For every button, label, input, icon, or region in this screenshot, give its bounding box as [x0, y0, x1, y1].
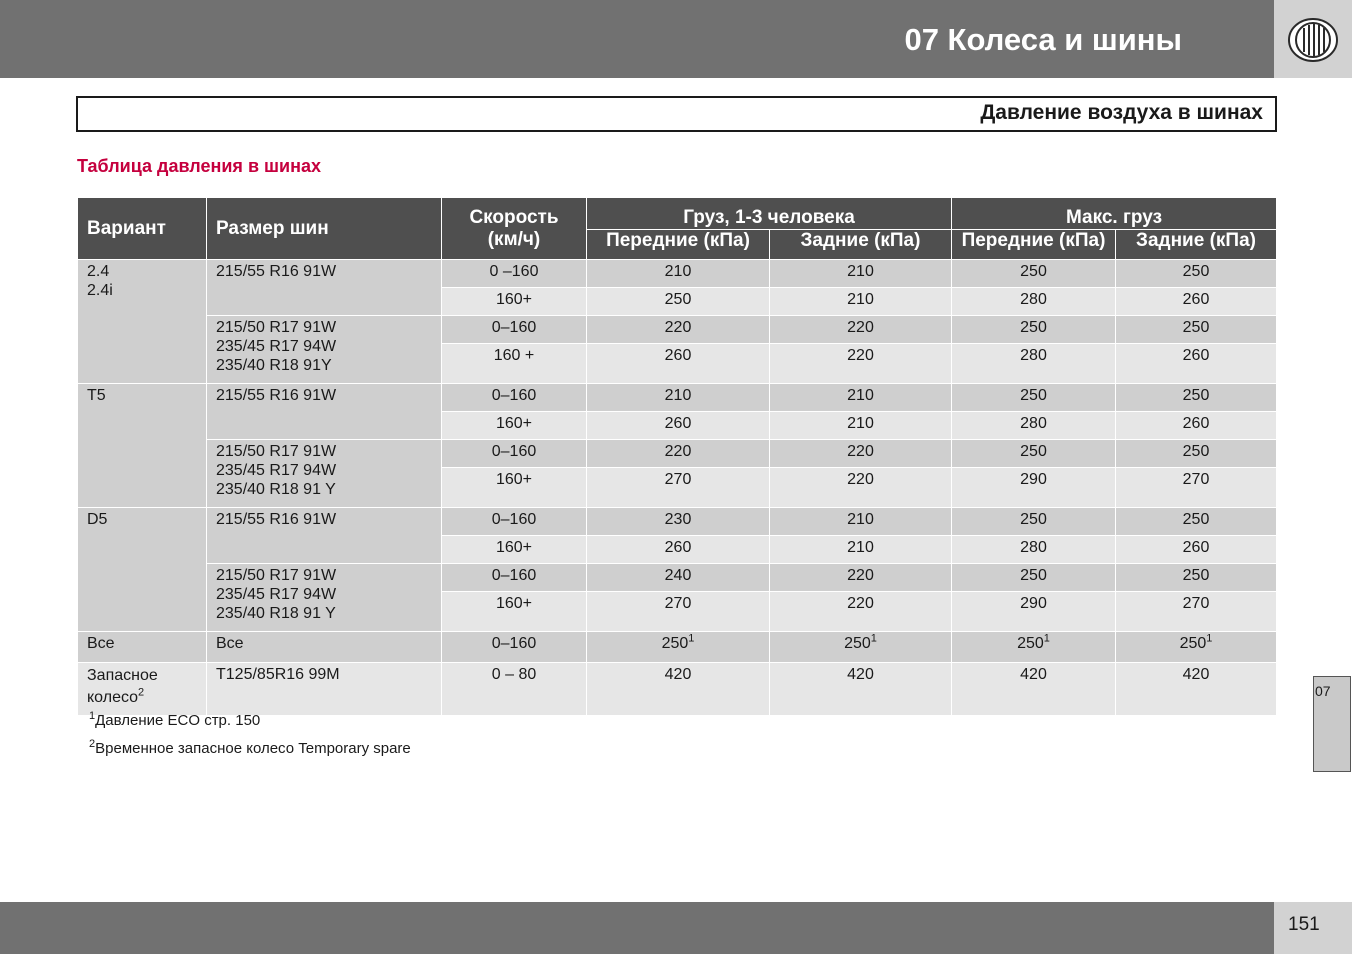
- pressure-cell: 220: [770, 564, 952, 592]
- pressure-cell: 210: [770, 536, 952, 564]
- footnote-text: Временное запасное колесо Temporary spare: [95, 740, 411, 757]
- footnote: [89, 740, 411, 757]
- pressure-cell: 220: [587, 440, 770, 468]
- tire-size-cell: [207, 316, 442, 384]
- pressure-cell: 210: [587, 384, 770, 412]
- footnotes: [89, 712, 411, 768]
- variant-cell: [78, 260, 207, 384]
- pressure-cell: 210: [770, 384, 952, 412]
- pressure-cell: 420: [952, 663, 1116, 716]
- pressure-cell: 290: [952, 592, 1116, 632]
- pressure-cell: 250: [1116, 440, 1277, 468]
- tire-size-label: 215/55 R16 91W: [216, 511, 337, 528]
- table-row: [78, 316, 1277, 344]
- pressure-cell: 270: [587, 592, 770, 632]
- tire-size-cell: [207, 564, 442, 632]
- header-front: Передние (кПа): [952, 230, 1116, 260]
- header-speed-line1: Скорость: [469, 206, 559, 228]
- pressure-cell: 250: [952, 508, 1116, 536]
- pressure-cell: 210: [770, 508, 952, 536]
- variant-label: [87, 687, 197, 709]
- footer-bar: [0, 902, 1274, 954]
- pressure-cell: 260: [587, 536, 770, 564]
- variant-cell: [78, 508, 207, 632]
- pressure-cell: 420: [770, 663, 952, 716]
- pressure-cell: 280: [952, 344, 1116, 384]
- pressure-cell: 250: [952, 316, 1116, 344]
- pressure-cell: [770, 632, 952, 663]
- table-heading: Таблица давления в шинах: [77, 156, 321, 176]
- pressure-cell: 260: [587, 412, 770, 440]
- speed-cell: 0–160: [442, 508, 587, 536]
- tire-size-cell: [207, 384, 442, 440]
- tire-size-label: 235/40 R18 91 Y: [216, 605, 336, 622]
- tire-size-label: 215/50 R17 91W: [216, 319, 337, 336]
- speed-cell: 0–160: [442, 384, 587, 412]
- pressure-cell: 210: [770, 412, 952, 440]
- footnote-mark: 2: [89, 738, 96, 750]
- tire-size-cell: Все: [207, 632, 442, 663]
- chapter-side-tab[interactable]: [1313, 676, 1351, 772]
- pressure-cell: 250: [952, 440, 1116, 468]
- pressure-cell: 250: [587, 288, 770, 316]
- speed-cell: 0 – 80: [442, 663, 587, 716]
- footnote-text: Давление ECO стр. 150: [95, 712, 261, 729]
- header-rear: Задние (кПа): [1116, 230, 1277, 260]
- header-rear: Задние (кПа): [770, 230, 952, 260]
- pressure-cell: 280: [952, 412, 1116, 440]
- pressure-cell: 210: [770, 288, 952, 316]
- pressure-cell: 220: [770, 592, 952, 632]
- variant-cell: Все: [78, 632, 207, 663]
- footnote-mark: 1: [89, 710, 96, 722]
- tire-size-cell: T125/85R16 99M: [207, 663, 442, 716]
- tire-size-cell: [207, 260, 442, 316]
- pressure-cell: 250: [1116, 384, 1277, 412]
- speed-cell: 0–160: [442, 440, 587, 468]
- table-row: [78, 260, 1277, 288]
- tire-size-label: 215/55 R16 91W: [216, 387, 337, 404]
- pressure-cell: 220: [770, 440, 952, 468]
- pressure-cell: 270: [1116, 592, 1277, 632]
- pressure-cell: 220: [587, 316, 770, 344]
- speed-cell: 160+: [442, 468, 587, 508]
- speed-cell: 160+: [442, 288, 587, 316]
- pressure-cell: 280: [952, 288, 1116, 316]
- pressure-cell: 230: [587, 508, 770, 536]
- pressure-cell: 260: [1116, 536, 1277, 564]
- pressure-cell: 260: [1116, 344, 1277, 384]
- table-row: [78, 564, 1277, 592]
- tire-size-label: 235/45 R17 94W: [216, 462, 337, 479]
- table-row: [78, 508, 1277, 536]
- tire-size-label: 215/55 R16 91W: [216, 263, 337, 280]
- footnote: [89, 712, 411, 729]
- variant-label: Запасное: [87, 667, 158, 684]
- pressure-cell: 250: [1116, 564, 1277, 592]
- tire-size-cell: [207, 508, 442, 564]
- footnote-mark: 1: [870, 632, 877, 645]
- section-header: [76, 96, 1277, 132]
- section-title: Давление воздуха в шинах: [980, 101, 1263, 124]
- pressure-cell: 420: [587, 663, 770, 716]
- pressure-cell: 240: [587, 564, 770, 592]
- pressure-value: 250: [1179, 635, 1207, 652]
- header-speed: [442, 198, 587, 260]
- pressure-cell: 260: [587, 344, 770, 384]
- chapter-icon-box: [1274, 0, 1352, 78]
- pressure-cell: 250: [1116, 260, 1277, 288]
- page-number: 151: [1288, 914, 1320, 935]
- pressure-cell: 210: [587, 260, 770, 288]
- speed-cell: 160+: [442, 592, 587, 632]
- pressure-cell: 420: [1116, 663, 1277, 716]
- tire-size-cell: [207, 440, 442, 508]
- header-bar: [0, 0, 1274, 78]
- table-row: [78, 440, 1277, 468]
- pressure-cell: 250: [952, 260, 1116, 288]
- header-max-load: Макс. груз: [952, 198, 1277, 230]
- pressure-cell: 250: [952, 384, 1116, 412]
- tire-size-label: 215/50 R17 91W: [216, 567, 337, 584]
- pressure-cell: 220: [770, 344, 952, 384]
- footnote-mark: 1: [1206, 632, 1213, 645]
- variant-cell: [78, 384, 207, 508]
- variant-label: 2.4: [87, 263, 110, 280]
- variant-label: 2.4i: [87, 282, 113, 299]
- tire-size-label: 235/40 R18 91Y: [216, 357, 332, 374]
- footnote-mark: 2: [138, 686, 145, 699]
- page-number-box: [1274, 902, 1352, 954]
- header-variant: Вариант: [78, 198, 207, 260]
- pressure-cell: [1116, 632, 1277, 663]
- speed-cell: 160+: [442, 412, 587, 440]
- variant-cell: [78, 663, 207, 716]
- speed-cell: 160+: [442, 536, 587, 564]
- footnote-mark: 1: [688, 632, 695, 645]
- table-row: [78, 384, 1277, 412]
- pressure-cell: 290: [952, 468, 1116, 508]
- pressure-value: 250: [1017, 635, 1044, 652]
- tire-size-label: 235/45 R17 94W: [216, 586, 337, 603]
- pressure-cell: 220: [770, 316, 952, 344]
- tire-size-label: 215/50 R17 91W: [216, 443, 337, 460]
- speed-cell: 0 –160: [442, 260, 587, 288]
- pressure-cell: 210: [770, 260, 952, 288]
- footnote-mark: 1: [1043, 632, 1050, 645]
- table-row: [78, 632, 1277, 663]
- speed-cell: 0–160: [442, 564, 587, 592]
- variant-label-text: колесо: [87, 689, 139, 706]
- variant-label: T5: [87, 387, 106, 404]
- pressure-cell: 260: [1116, 412, 1277, 440]
- tire-size-label: 235/45 R17 94W: [216, 338, 337, 355]
- header-speed-line2: (км/ч): [487, 228, 541, 250]
- tire-icon: [1287, 17, 1339, 63]
- pressure-cell: 280: [952, 536, 1116, 564]
- pressure-cell: 260: [1116, 288, 1277, 316]
- header-load-1-3: Груз, 1-3 человека: [587, 198, 952, 230]
- tire-pressure-table: [77, 197, 1277, 716]
- pressure-cell: 220: [770, 468, 952, 508]
- pressure-cell: 250: [952, 564, 1116, 592]
- pressure-value: 250: [844, 635, 871, 652]
- table-row: [78, 663, 1277, 716]
- side-tab-label: 07: [1315, 683, 1331, 699]
- pressure-value: 250: [661, 635, 689, 652]
- variant-label: D5: [87, 511, 108, 528]
- speed-cell: 0–160: [442, 632, 587, 663]
- chapter-title: 07 Колеса и шины: [904, 22, 1182, 57]
- pressure-cell: 250: [1116, 316, 1277, 344]
- pressure-cell: 270: [587, 468, 770, 508]
- pressure-cell: [952, 632, 1116, 663]
- pressure-cell: [587, 632, 770, 663]
- speed-cell: 160 +: [442, 344, 587, 384]
- speed-cell: 0–160: [442, 316, 587, 344]
- pressure-cell: 250: [1116, 508, 1277, 536]
- header-tire-size: Размер шин: [207, 198, 442, 260]
- pressure-cell: 270: [1116, 468, 1277, 508]
- tire-size-label: 235/40 R18 91 Y: [216, 481, 336, 498]
- header-front: Передние (кПа): [587, 230, 770, 260]
